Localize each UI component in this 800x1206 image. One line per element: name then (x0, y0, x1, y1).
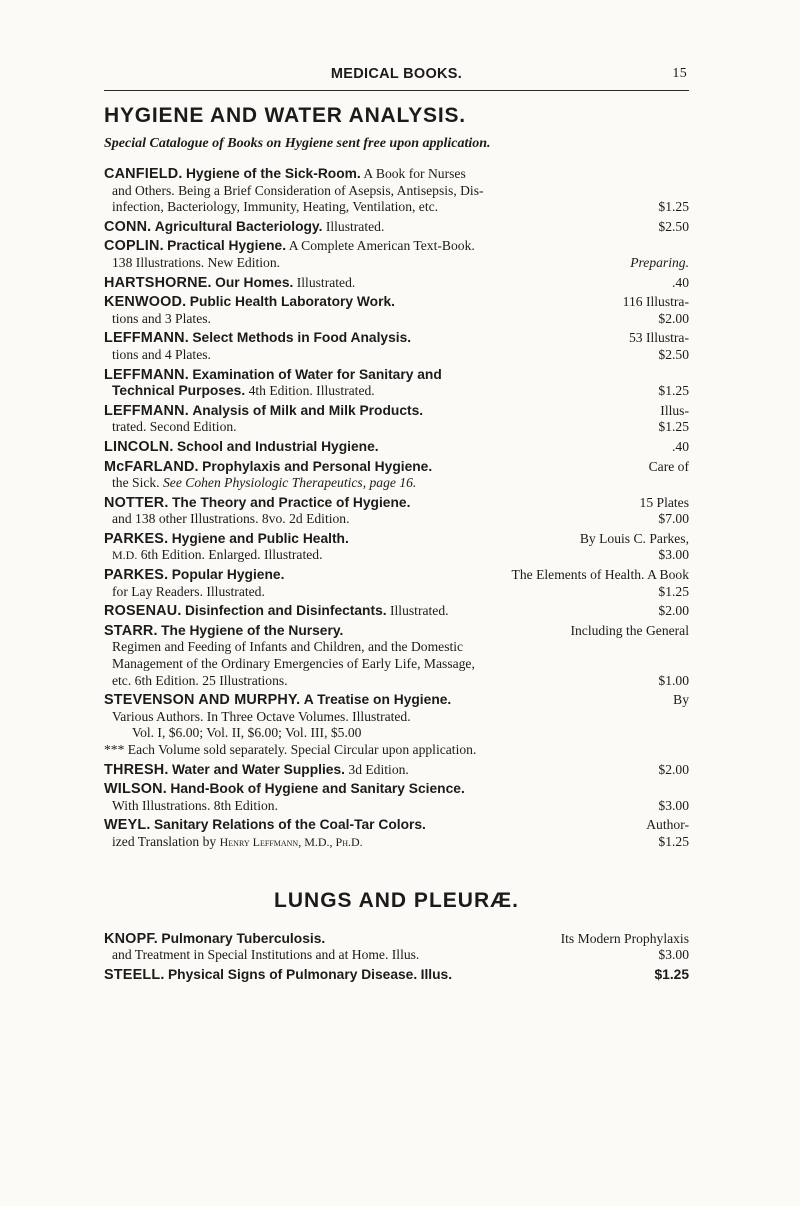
entry-text: The Elements of Health. A Book (511, 567, 689, 583)
catalog-entry (104, 294, 689, 327)
entry-text: By Louis C. Parkes, (579, 530, 689, 546)
entry-title: A Treatise on Hygiene. (303, 692, 452, 708)
entry-title: Select Methods in Food Analysis. (192, 330, 412, 346)
catalog-entry (104, 967, 689, 984)
entry-text: ized Translation by (112, 833, 217, 849)
entry-text: 116 Illustra- (622, 294, 689, 310)
entry-price: .40 (672, 438, 689, 454)
entry-price: $2.50 (658, 218, 689, 234)
catalog-entry (104, 459, 689, 492)
entry-text: By (673, 692, 689, 708)
entry-price: $1.25 (658, 419, 689, 435)
entry-price: $3.00 (658, 947, 689, 963)
entry-title: Physical Signs of Pulmonary Disease. (167, 966, 418, 982)
catalog-entry (104, 781, 689, 814)
entry-title: Hygiene of the Sick-Room. (185, 166, 361, 181)
entry-title: Practical Hygiene. (167, 238, 287, 254)
entry-line (104, 199, 689, 216)
section-title-hygiene: HYGIENE AND WATER ANALYSIS. (104, 104, 466, 127)
entry-price: $2.00 (658, 603, 689, 619)
entry-price: $2.50 (658, 346, 689, 362)
entry-author: KENWOOD. (104, 294, 187, 311)
catalog-entry (104, 330, 689, 363)
catalog-entry (104, 275, 689, 292)
entry-title: Pulmonary Tuberculosis. (161, 930, 326, 946)
entry-title: Water and Water Supplies. (171, 761, 345, 777)
entry-price: $2.00 (658, 761, 689, 777)
entry-text: Illus. (420, 966, 453, 982)
page-number: 15 (672, 66, 687, 81)
catalog-entry (104, 817, 689, 850)
entry-text: Its Modern Prophylaxis (560, 930, 689, 946)
entry-price: $1.25 (658, 583, 689, 599)
entry-volume-prices: Vol. I, $6.00; Vol. II, $6.00; Vol. III, $5.00 (132, 725, 362, 741)
entry-title: Agricultural Bacteriology. (154, 218, 323, 234)
entry-author: LEFFMANN. (104, 330, 189, 347)
section-title-lungs: LUNGS AND PLEURÆ. (274, 888, 519, 912)
entry-text: Illustrated. (325, 218, 385, 234)
entry-title: Analysis of Milk and Milk Products. (192, 402, 424, 418)
entry-text: Management of the Ordinary Emergencies of Early Life, Massage, (112, 656, 475, 672)
entry-price: $7.00 (658, 511, 689, 527)
entry-price: $1.25 (658, 833, 689, 849)
catalog-entry (104, 567, 689, 600)
entry-price: .40 (672, 274, 689, 290)
entry-title: The Hygiene of the Nursery. (161, 622, 344, 638)
entry-text: 15 Plates (639, 494, 689, 510)
entry-author: LINCOLN. (104, 438, 174, 455)
entry-author: NOTTER. (104, 494, 169, 511)
entry-price: Preparing. (630, 254, 689, 270)
catalog-entry (104, 603, 689, 620)
entry-author: COPLIN. (104, 238, 164, 255)
entry-text: Illustrated. (390, 603, 449, 619)
entry-text: trated. Second Edition. (112, 419, 237, 435)
entry-degree: M.D. (112, 548, 138, 563)
catalog-entry (104, 692, 689, 758)
catalog-entry (104, 367, 689, 400)
entry-text: 138 Illustrations. New Edition. (112, 254, 281, 270)
entry-text: and Others. Being a Brief Consideration of Asepsis, Antisepsis, Dis- (112, 182, 484, 198)
entry-text: infection, Bacteriology, Immunity, Heating, Ventilation, etc. (112, 199, 439, 215)
catalog-entry (104, 762, 689, 779)
entry-text: A Book for Nurses (363, 166, 466, 181)
entry-title: Disinfection and Disinfectants. (184, 603, 387, 619)
catalog-entry (104, 439, 689, 456)
entry-title: Prophylaxis and Personal Hygiene. (202, 458, 433, 474)
entry-author: McFARLAND. (104, 458, 199, 475)
entry-author: CONN. (104, 218, 152, 235)
entry-price: $1.00 (658, 672, 689, 688)
entry-text: for Lay Readers. Illustrated. (112, 583, 265, 599)
entry-price: $3.00 (658, 547, 689, 563)
entry-text: 6th Edition. Enlarged. Illustrated. (140, 547, 323, 563)
entry-author: STEVENSON AND MURPHY. (104, 692, 301, 709)
entry-text: 4th Edition. Illustrated. (248, 383, 375, 399)
entry-title: Popular Hygiene. (171, 567, 285, 583)
entry-price: $2.00 (658, 310, 689, 326)
entry-title: Our Homes. (215, 274, 294, 290)
catalog-entry (104, 495, 689, 528)
catalog-entry (104, 238, 689, 271)
entry-price: $1.25 (654, 966, 689, 982)
entry-author: ROSENAU. (104, 603, 182, 620)
entry-cross-reference: See Cohen Physiologic Therapeutics, page 16. (162, 475, 417, 491)
entry-text: Various Authors. In Three Octave Volumes. Illustrated. (112, 708, 411, 724)
entry-author: WILSON. (104, 781, 167, 798)
entry-author: LEFFMANN. (104, 366, 189, 383)
entry-translator: Henry Leffmann, M.D., Ph.D. (219, 834, 363, 849)
entry-title-cont: Technical Purposes. (112, 383, 246, 399)
running-head-title: MEDICAL BOOKS. (330, 66, 463, 82)
entry-price: $1.25 (658, 199, 689, 215)
entry-text: tions and 4 Plates. (112, 346, 211, 362)
entry-title: School and Industrial Hygiene. (176, 438, 379, 454)
entry-title: Examination of Water for Sanitary and (192, 366, 442, 382)
entry-author: KNOPF. (104, 930, 158, 947)
entry-author: WEYL. (104, 817, 151, 834)
entry-note: *** Each Volume sold separately. Special Circular upon application. (104, 742, 477, 757)
entry-text: Illustrated. (296, 274, 356, 290)
entry-author: LEFFMANN. (104, 402, 189, 419)
entry-price: $1.25 (658, 383, 689, 399)
running-head (104, 66, 689, 88)
entry-text: tions and 3 Plates. (112, 310, 211, 326)
catalog-entry (104, 166, 689, 216)
entry-author: STARR. (104, 622, 158, 639)
entry-text: Care of (648, 458, 689, 474)
entry-text: 53 Illustra- (628, 330, 689, 346)
entry-text: and 138 other Illustrations. 8vo. 2d Edition. (112, 511, 350, 527)
entry-title: Hygiene and Public Health. (171, 530, 349, 546)
entry-text: With Illustrations. 8th Edition. (112, 797, 278, 813)
entry-author: PARKES. (104, 567, 169, 584)
entry-text: 3d Edition. (348, 761, 409, 777)
entry-text: A Complete American Text-Book. (288, 238, 475, 254)
section-subtitle: Special Catalogue of Books on Hygiene sent free upon application. (104, 136, 491, 151)
catalog-page (104, 66, 689, 986)
entry-author: THRESH. (104, 761, 169, 778)
entry-author: STEELL. (104, 966, 165, 983)
entry-author: PARKES. (104, 530, 169, 547)
entry-title: Public Health Laboratory Work. (189, 294, 395, 310)
entry-text: Including the General (570, 622, 689, 638)
header-rule (104, 90, 689, 91)
entry-price: $3.00 (658, 797, 689, 813)
entry-title: Hand-Book of Hygiene and Sanitary Science. (170, 781, 465, 797)
entry-text: Regimen and Feeding of Infants and Children, and the Domestic (112, 639, 464, 655)
entry-text: Illus- (660, 402, 689, 418)
entry-text: etc. 6th Edition. 25 Illustrations. (112, 672, 288, 688)
entry-text: Author- (646, 817, 689, 833)
entry-title: Sanitary Relations of the Coal-Tar Colors. (153, 817, 426, 833)
entry-text: the Sick. (112, 475, 160, 491)
catalog-entry (104, 623, 689, 689)
catalog-entry (104, 531, 689, 564)
catalog-entry (104, 403, 689, 436)
entry-author: CANFIELD. (104, 166, 183, 182)
entry-title: The Theory and Practice of Hygiene. (171, 494, 411, 510)
catalog-entry (104, 931, 689, 964)
catalog-entry (104, 219, 689, 236)
entry-text: and Treatment in Special Institutions and at Home. Illus. (112, 947, 420, 963)
entry-author: HARTSHORNE. (104, 274, 212, 291)
